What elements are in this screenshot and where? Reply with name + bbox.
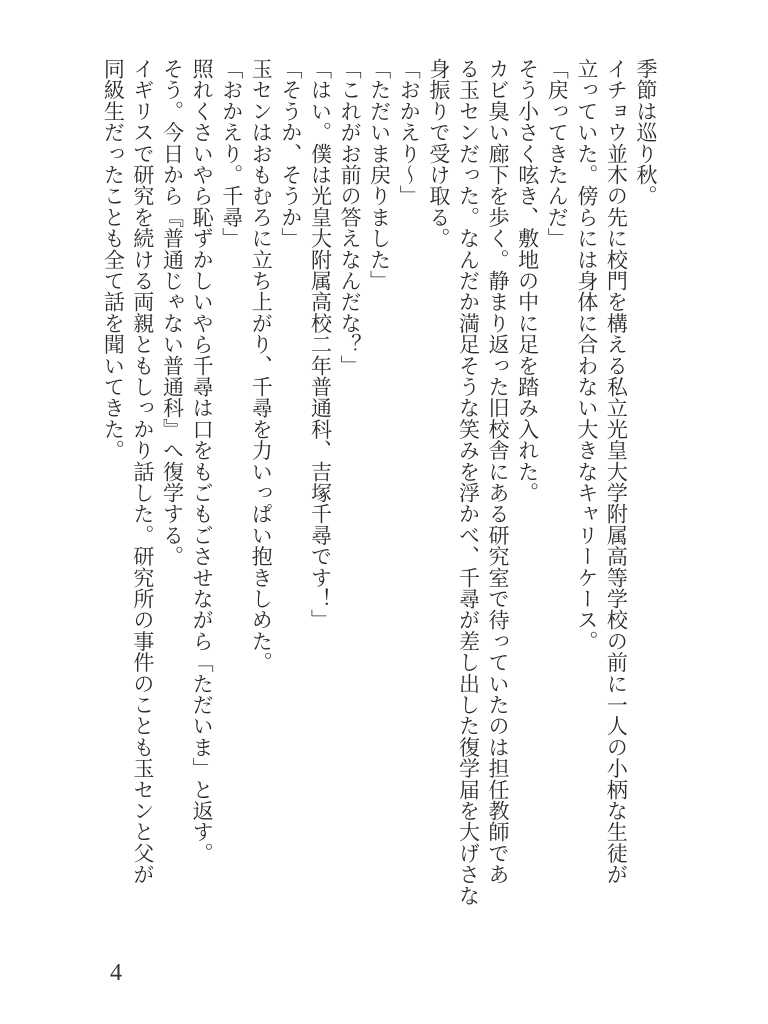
text-line: 「ただいま戻りました」 xyxy=(367,58,392,292)
text-line: 「はい。僕は光皇大附属高校二年普通科、吉塚千尋です！」 xyxy=(308,58,333,631)
text-line: る玉センだった。なんだか満足そうな笑みを浮かべ、千尋が差し出した復学届を大げさな xyxy=(456,58,481,906)
text-line: 「これがお前の答えなんだな？」 xyxy=(338,58,363,376)
text-line: 季節は巡り秋。 xyxy=(634,58,658,207)
text-line: 立っていた。傍らには身体に合わない大きなキャリーケース。 xyxy=(574,58,599,652)
text-line: そう。今日から『普通じゃない普通科』へ復学する。 xyxy=(160,58,185,567)
text-line: 「そうか、そうか」 xyxy=(278,58,303,249)
text-line: カビ臭い廊下を歩く。静まり返った旧校舎にある研究室で待っていたのは担任教師であ xyxy=(486,58,511,885)
vertical-text-body xyxy=(98,58,660,958)
text-line: 身振りで受け取る。 xyxy=(426,58,451,249)
text-line: 玉センはおもむろに立ち上がり、千尋を力いっぱい抱きしめた。 xyxy=(249,58,274,673)
text-line: イチョウ並木の先に校門を構える私立光皇大学附属高等学校の前に一人の小柄な生徒が xyxy=(604,58,629,885)
text-line: そう小さく呟き、敷地の中に足を踏み入れた。 xyxy=(515,58,540,504)
text-line: 「おかえり〜」 xyxy=(397,58,422,207)
text-line: 「戻ってきたんだ」 xyxy=(545,58,570,249)
text-line: イギリスで研究を続ける両親ともしっかり話した。研究所の事件のことも玉センと父が xyxy=(130,58,155,885)
text-line: 「おかえり。千尋」 xyxy=(219,58,244,249)
text-line: 同級生だったことも全て話を聞いてきた。 xyxy=(101,58,126,461)
page-number: 4 xyxy=(110,960,122,986)
text-line: 照れくさいやら恥ずかしいやら千尋は口をもごもごさせながら「ただいま」と返す。 xyxy=(190,58,215,864)
